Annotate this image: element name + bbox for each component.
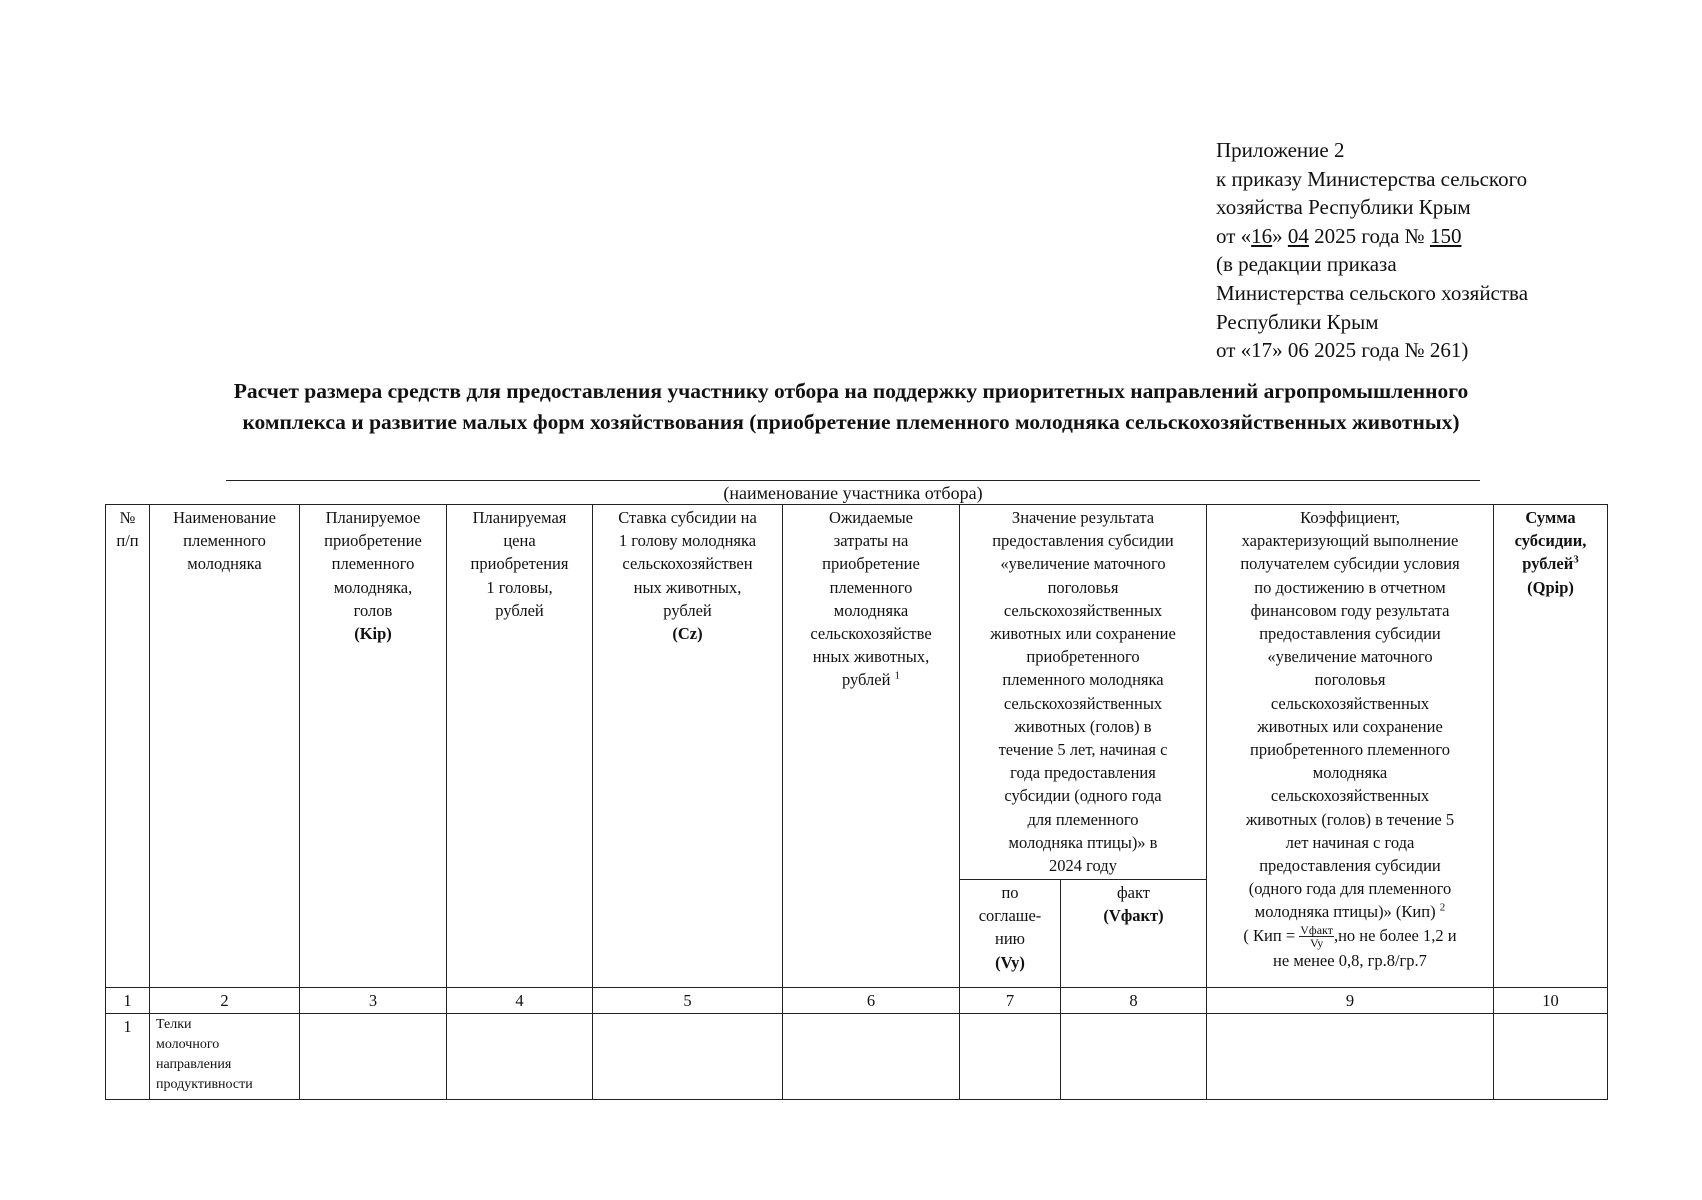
appendix-order-date xyxy=(1216,222,1528,251)
empty-cell xyxy=(1061,1014,1207,1100)
document-title xyxy=(0,376,1702,438)
appendix-text: 2025 года № xyxy=(1308,223,1430,248)
appendix-line: хозяйства Республики Крым xyxy=(1216,195,1471,220)
participant-name-caption: (наименование участника отбора) xyxy=(723,483,983,503)
column-number: 8 xyxy=(1061,988,1207,1014)
header-cell-fact: факт (Vфакт) xyxy=(1061,880,1207,988)
appendix-line: Приложение 2 xyxy=(1216,138,1345,162)
appendix-text: » xyxy=(1272,223,1288,248)
empty-cell xyxy=(593,1014,783,1100)
header-cell-name: Наименование племенного молодняка xyxy=(150,505,300,988)
column-number: 1 xyxy=(106,988,150,1014)
column-number: 4 xyxy=(447,988,593,1014)
footnote-mark: 1 xyxy=(894,669,901,682)
title-line: комплекса и развитие малых форм хозяйствования (приобретение племенного молодняка сельскохозяйственных животных) xyxy=(242,410,1460,434)
table-row xyxy=(106,1014,1608,1100)
column-number: 2 xyxy=(150,988,300,1014)
empty-cell xyxy=(1207,1014,1494,1100)
header-row xyxy=(106,505,1608,880)
appendix-line: (в редакции приказа xyxy=(1216,252,1397,277)
empty-cell xyxy=(783,1014,960,1100)
coefficient-formula: ( Кип = $\frac{\text{Vфакт}}{Vy}$ ,но не более 1,2 и xyxy=(1243,923,1457,951)
empty-cell xyxy=(1494,1014,1608,1100)
row-livestock-name: Телки молочного направления продуктивности xyxy=(150,1014,300,1100)
empty-cell xyxy=(300,1014,447,1100)
appendix-order-number: 150 xyxy=(1429,223,1462,248)
appendix-line: к приказу Министерства сельского xyxy=(1216,166,1528,191)
formula-fraction: $\frac{\text{Vфакт}}{Vy}$ xyxy=(1300,923,1333,951)
column-number: 6 xyxy=(783,988,960,1014)
column-number: 5 xyxy=(593,988,783,1014)
footnote-mark: 2 xyxy=(1439,901,1446,914)
footnote-mark: 3 xyxy=(1573,553,1579,566)
row-number: 1 xyxy=(106,1014,150,1100)
column-number: 7 xyxy=(960,988,1061,1014)
header-cell-subsidy-amount: Сумма субсидии, рублей$^3$ (Qpip) xyxy=(1494,505,1608,988)
subsidy-calculation-table xyxy=(105,504,1608,1100)
header-cell-planned-price: Планируемая цена приобретения 1 головы, рублей xyxy=(447,505,593,988)
title-line: Расчет размера средств для предоставления участнику отбора на поддержку приоритетных направлений агропромышленного xyxy=(233,379,1469,403)
appendix-block xyxy=(1216,136,1528,365)
column-number: 3 xyxy=(300,988,447,1014)
appendix-month: 04 xyxy=(1287,223,1309,248)
appendix-line: от «17» 06 2025 года № 261) xyxy=(1216,338,1469,363)
appendix-line: Министерства сельского хозяйства xyxy=(1216,280,1529,305)
header-cell-by-agreement: по соглаше- нию (Vy) xyxy=(960,880,1061,988)
header-cell-coefficient: Коэффициент, характеризующий выполнение получателем субсидии условия по достижению в отчетном финансовом году результата предоставления субсидии «увеличение маточного поголовья сельскохозяйственных животных или сохранение приобретенного племенного молодняка сельскохозяйственных животных (голов) в течение 5 лет начиная с года предоставления субсидии (одного года для племенного молодняка птицы)» (Кип) $^2$ ( Кип = $\frac{\text{Vфакт}}{Vy}$ ,но не более 1,2 и не менее 0,8, гр.8/гр.7 xyxy=(1207,505,1494,988)
header-cell-result-value: Значение результата предоставления субсидии «увеличение маточного поголовья сельскохозяйственных животных или сохранение приобретенного племенного молодняка сельскохозяйственных животных (голов) в течение 5 лет, начиная с года предоставления субсидии (одного года для племенного молодняка птицы)» в 2024 году xyxy=(960,505,1207,880)
column-numbers-row xyxy=(106,988,1608,1014)
participant-name-line xyxy=(226,480,1480,481)
empty-cell xyxy=(960,1014,1061,1100)
header-cell-number: № п/п xyxy=(106,505,150,988)
header-cell-subsidy-rate: Ставка субсидии на 1 голову молодняка сельскохозяйствен ных животных, рублей (Cz) xyxy=(593,505,783,988)
appendix-day: 16 xyxy=(1251,223,1273,248)
column-number: 10 xyxy=(1494,988,1608,1014)
appendix-line: Республики Крым xyxy=(1216,309,1379,334)
empty-cell xyxy=(447,1014,593,1100)
header-cell-expected-costs: Ожидаемые затраты на приобретение племенного молодняка сельскохозяйстве нных животных, рублей $^1$ xyxy=(783,505,960,988)
column-number: 9 xyxy=(1207,988,1494,1014)
header-cell-planned-heads: Планируемое приобретение племенного молодняка, голов (Kip) xyxy=(300,505,447,988)
appendix-text: от « xyxy=(1216,223,1252,248)
